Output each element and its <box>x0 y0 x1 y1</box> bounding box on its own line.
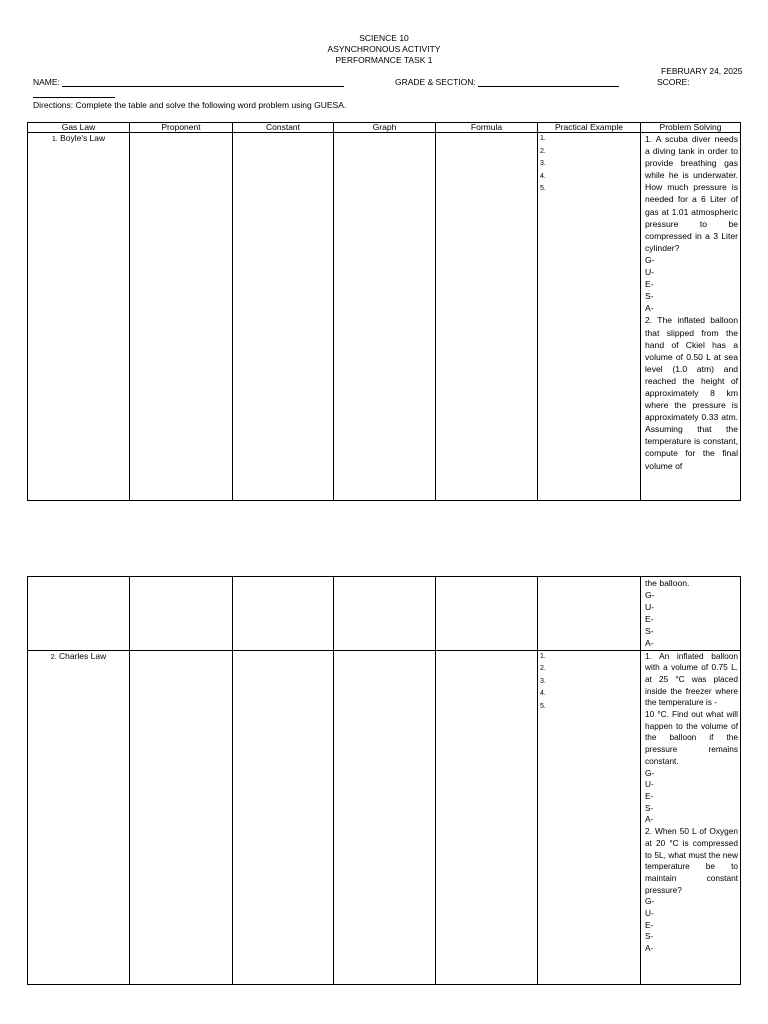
table-header-row <box>28 123 741 133</box>
date: FEBRUARY 24, 2025 <box>661 66 743 76</box>
problem-solving-cell <box>641 650 741 984</box>
table-row-boyle-continued <box>28 577 741 651</box>
problem-text: 1. A scuba diver needs a diving tank in order to provide breathing gas while he is underwater. How much pressure is needed for a 6 Liter of gas at 1.01 atmospheric pressure to be compressed in a 3 Liter cylinder? <box>645 134 738 253</box>
problem-text: 2. When 50 L of Oxygen at 20 °C is compressed to 5L, what must the new temperature be to maintain constant pressure? <box>645 826 738 895</box>
guesa-step[interactable]: E- <box>645 791 654 801</box>
grade-label: GRADE & SECTION: <box>395 77 476 87</box>
practical-example-cell[interactable] <box>538 133 641 501</box>
task-title: PERFORMANCE TASK 1 <box>335 55 433 65</box>
directions: Directions: Complete the table and solve the following word problem using GUESA. <box>33 100 347 110</box>
law-cell <box>28 133 130 501</box>
example-number: 3. <box>540 677 546 685</box>
guesa-step[interactable]: S- <box>645 931 654 942</box>
activity-title: ASYNCHRONOUS ACTIVITY <box>327 44 441 54</box>
grade-section-field[interactable] <box>478 77 619 87</box>
guesa-step[interactable]: U- <box>645 779 654 790</box>
name-row <box>33 77 344 87</box>
constant-cell[interactable] <box>233 133 334 501</box>
col-constant: Constant <box>233 123 334 133</box>
col-proponent: Proponent <box>130 123 233 133</box>
col-formula: Formula <box>436 123 538 133</box>
guesa-step[interactable]: G- <box>645 767 655 778</box>
proponent-cell[interactable] <box>130 650 233 984</box>
constant-cell[interactable] <box>233 577 334 651</box>
col-graph: Graph <box>334 123 436 133</box>
subject-title: SCIENCE 10 <box>359 33 409 43</box>
col-problem-solving: Problem Solving <box>641 123 741 133</box>
example-number: 2. <box>540 665 546 673</box>
guesa-step[interactable]: E- <box>645 919 654 930</box>
guesa-step[interactable]: A- <box>645 943 654 954</box>
law-name: Charles Law <box>58 650 107 661</box>
guesa-step[interactable]: U- <box>645 908 654 919</box>
guesa-step[interactable]: G- <box>645 254 655 265</box>
formula-cell[interactable] <box>436 650 538 984</box>
law-cell <box>28 577 130 651</box>
constant-cell[interactable] <box>233 650 334 984</box>
guesa-step[interactable]: S- <box>645 291 654 302</box>
guesa-step[interactable]: S- <box>645 626 654 637</box>
law-number: 1. <box>51 136 58 143</box>
example-number: 2. <box>540 147 546 155</box>
guesa-step[interactable]: U- <box>645 267 655 278</box>
guesa-step[interactable]: E- <box>645 614 654 625</box>
graph-cell[interactable] <box>334 650 436 984</box>
guesa-step[interactable]: A- <box>645 638 654 649</box>
example-number: 4. <box>540 690 546 698</box>
table-row-boyle <box>28 133 741 501</box>
example-number: 4. <box>540 172 546 180</box>
gas-law-table-part1 <box>27 122 741 501</box>
problem-solving-cell <box>641 577 741 651</box>
col-gas-law: Gas Law <box>28 123 130 133</box>
graph-cell[interactable] <box>334 133 436 501</box>
problem-text: 1. An inflated balloon with a volume of 0.75 L. at 25 °C was placed inside the freezer where the temperature is - <box>645 650 738 708</box>
guesa-step[interactable]: S- <box>645 802 654 813</box>
problem-text: 10 °C. Find out what will happen to the volume of the balloon if the pressure remains constant. <box>645 709 738 766</box>
law-number: 2. <box>50 653 57 661</box>
name-field-continuation[interactable] <box>33 88 115 98</box>
practical-example-cell[interactable] <box>538 577 641 651</box>
problem-text: 2. The inflated balloon that slipped from the hand of Ckiel has a volume of 0.50 L at sea level (1.0 atm) and reached the height of approximately 8 km where the pressure is approximately 0.33 atm. Assuming that the temperature is constant, compute for the final volume of <box>645 315 738 471</box>
example-number: 5. <box>540 185 546 192</box>
example-number: 3. <box>540 160 546 167</box>
problem-text: the balloon. <box>645 578 690 588</box>
name-field[interactable] <box>62 77 344 87</box>
guesa-step[interactable]: U- <box>645 602 655 613</box>
guesa-step[interactable]: A- <box>645 814 654 825</box>
formula-cell[interactable] <box>436 577 538 651</box>
law-name: Boyle's Law <box>60 133 106 143</box>
example-number: 1. <box>540 135 546 142</box>
col-practical-example: Practical Example <box>538 123 641 133</box>
example-number: 5. <box>540 702 546 710</box>
table-row-charles <box>28 650 741 984</box>
problem-solving-cell <box>641 133 741 501</box>
gas-law-table-part2 <box>27 576 741 985</box>
score-label: SCORE: <box>657 77 690 87</box>
grade-row <box>395 77 619 87</box>
guesa-step[interactable]: G- <box>645 590 655 601</box>
practical-example-cell[interactable] <box>538 650 641 984</box>
proponent-cell[interactable] <box>130 133 233 501</box>
example-number: 1. <box>540 652 546 660</box>
guesa-step[interactable]: E- <box>645 279 654 290</box>
graph-cell[interactable] <box>334 577 436 651</box>
guesa-step[interactable]: G- <box>645 896 655 907</box>
law-cell <box>28 650 130 984</box>
name-label: NAME: <box>33 77 60 87</box>
formula-cell[interactable] <box>436 133 538 501</box>
proponent-cell[interactable] <box>130 577 233 651</box>
guesa-step[interactable]: A- <box>645 303 654 314</box>
